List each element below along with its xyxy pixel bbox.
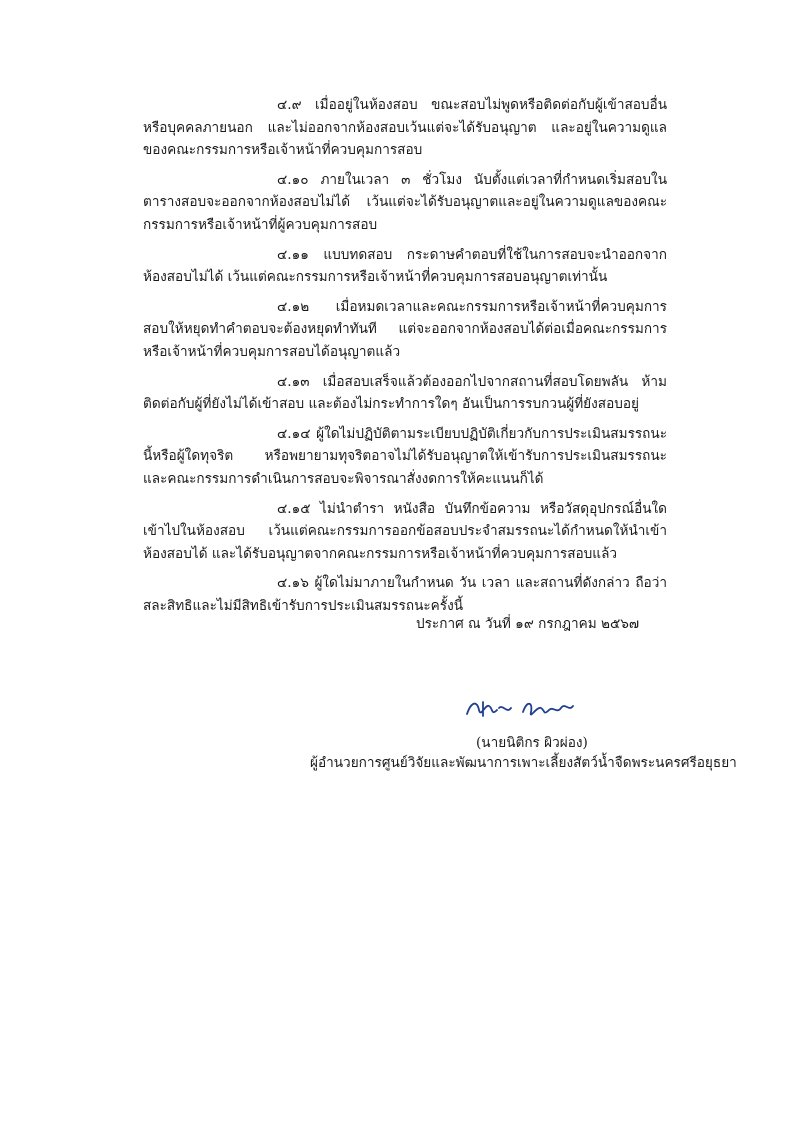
rule-4-16: ๔.๑๖ ผู้ใดไม่มาภายในกำหนด วัน เวลา และสถานที่ดังกล่าว ถือว่าสละสิทธิและไม่มีสิทธิเข้ารับการประเมินสมรรถนะครั้งนี้ bbox=[143, 575, 667, 614]
rule-4-9: ๔.๙ เมื่ออยู่ในห้องสอบ ขณะสอบไม่พูดหรือติดต่อกับผู้เข้าสอบอื่น หรือบุคคลภายนอก และไม่ออกจากห้องสอบเว้นแต่จะได้รับอนุญาต และอยู่ในความดูแลของคณะกรรมการหรือเจ้าหน้าที่ควบคุมการสอบ bbox=[143, 97, 667, 159]
handwritten-signature bbox=[463, 694, 583, 724]
rule-4-10: ๔.๑๐ ภายในเวลา ๓ ชั่วโมง นับตั้งแต่เวลาที่กำหนดเริ่มสอบในตารางสอบจะออกจากห้องสอบไม่ได้ เว้นแต่จะได้รับอนุญาตและอยู่ในความดูแลของคณะกรรมการหรือเจ้าหน้าที่ผู้ควบคุมการสอบ bbox=[143, 171, 667, 233]
rule-4-12: ๔.๑๒ เมื่อหมดเวลาและคณะกรรมการหรือเจ้าหน้าที่ควบคุมการสอบให้หยุดทำคำตอบจะต้องหยุดทำทันที แต่จะออกจากห้องสอบได้ต่อเมื่อคณะกรรมการหรือเจ้าหน้าที่ควบคุมการสอบได้อนุญาตแล้ว bbox=[143, 298, 667, 360]
announcement-date: ประกาศ ณ วันที่ ๑๙ กรกฎาคม ๒๕๖๗ bbox=[416, 616, 640, 632]
rule-4-14: ๔.๑๔ ผู้ใดไม่ปฏิบัติตามระเบียบปฏิบัติเกี่ยวกับการประเมินสมรรถนะนี้หรือผู้ใดทุจริต หรือพยายามทุจริตอาจไม่ได้รับอนุญาตให้เข้ารับการประเมินสมรรถนะ และคณะกรรมการดำเนินการสอบจะพิจารณาสั่งงดการให้คะแนนก็ได้ bbox=[143, 425, 667, 487]
signer-name: (นายนิติกร ผิวผ่อง) bbox=[476, 735, 588, 751]
rule-4-13: ๔.๑๓ เมื่อสอบเสร็จแล้วต้องออกไปจากสถานที่สอบโดยพลัน ห้ามติดต่อกับผู้ที่ยังไม่ได้เข้าสอบ และต้องไม่กระทำการใดๆ อันเป็นการรบกวนผู้ที่ยังสอบอยู่ bbox=[143, 373, 667, 413]
signer-title: ผู้อำนวยการศูนย์วิจัยและพัฒนาการเพาะเลี้ยงสัตว์น้ำจืดพระนครศรีอยุธยา bbox=[310, 755, 737, 771]
rule-4-11: ๔.๑๑ แบบทดสอบ กระดาษคำตอบที่ใช้ในการสอบจะนำออกจากห้องสอบไม่ได้ เว้นแต่คณะกรรมการหรือเจ้าหน้าที่ควบคุมการสอบอนุญาตเท่านั้น bbox=[143, 246, 667, 286]
rules-body bbox=[143, 94, 667, 624]
rule-4-15: ๔.๑๕ ไม่นำตำรา หนังสือ บันทึกข้อความ หรือวัสดุอุปกรณ์อื่นใดเข้าไปในห้องสอบ เว้นแต่คณะกรรมการออกข้อสอบประจำสมรรถนะได้กำหนดให้นำเข้าห้องสอบได้ และได้รับอนุญาตจากคณะกรรมการหรือเจ้าหน้าที่ควบคุมการสอบแล้ว bbox=[143, 500, 667, 562]
